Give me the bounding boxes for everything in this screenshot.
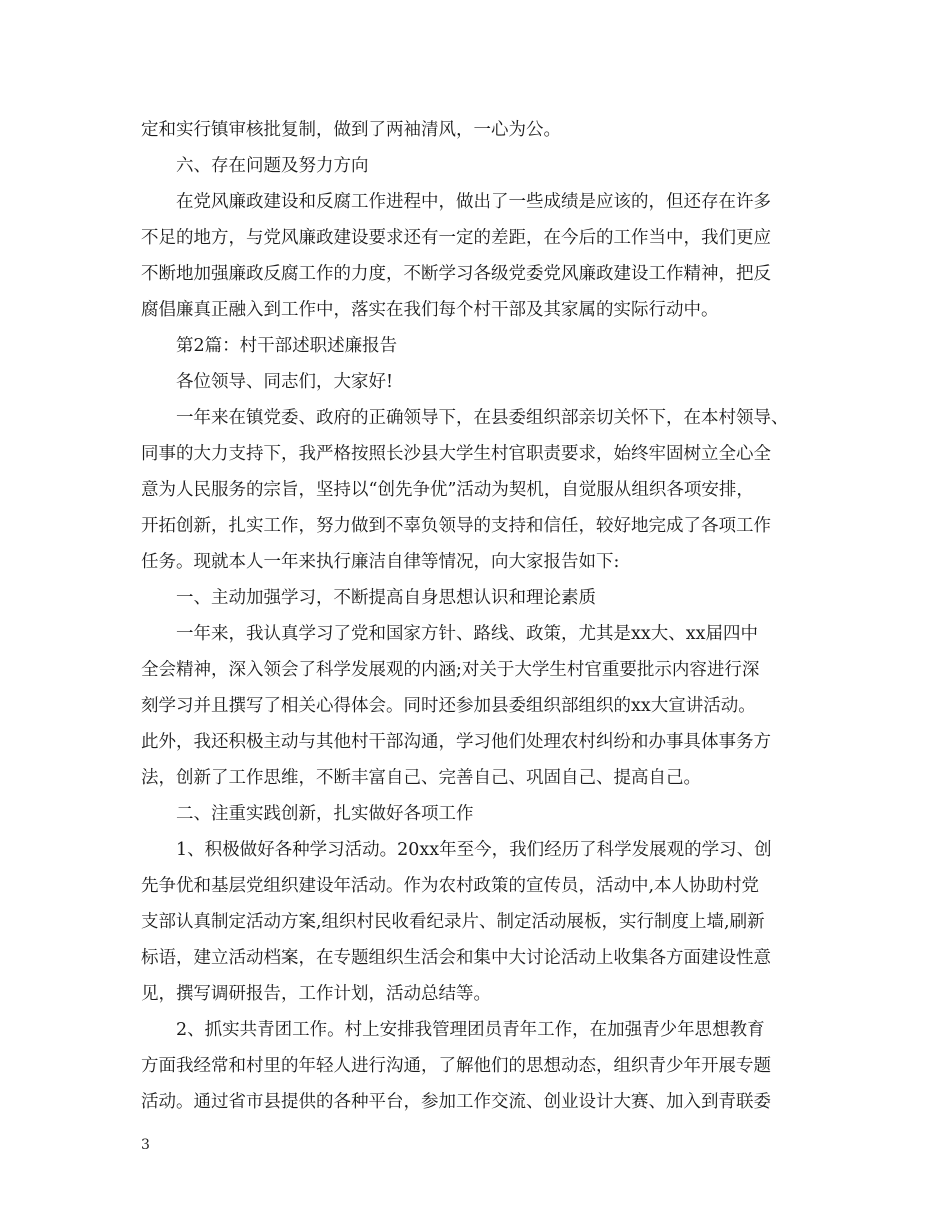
text-line: 2、抓实共青团工作。村上安排我管理团员青年工作，在加强青少年思想教育 <box>176 1020 765 1040</box>
text-line: 先争优和基层党组织建设年活动。作为农村政策的宣传员，活动中,本人协助村党 <box>141 876 760 896</box>
text-line: 任务。现就本人一年来执行廉洁自律等情况，向大家报告如下: <box>141 552 620 572</box>
text-line: 腐倡廉真正融入到工作中，落实在我们每个村干部及其家属的实际行动中。 <box>141 300 719 320</box>
text-line: 在党风廉政建设和反腐工作进程中，做出了一些成绩是应该的，但还存在许多 <box>176 192 771 212</box>
page-number: 3 <box>141 1137 150 1153</box>
text-line: 方面我经常和村里的年轻人进行沟通，了解他们的思想动态，组织青少年开展专题 <box>141 1056 771 1076</box>
text-line: 定和实行镇审核批复制，做到了两袖清风，一心为公。 <box>141 120 561 140</box>
text-line: 同事的大力支持下，我严格按照长沙县大学生村官职责要求，始终牢固树立全心全 <box>141 444 771 464</box>
text-line: 各位领导、同志们，大家好! <box>176 372 394 392</box>
text-line: 一年来，我认真学习了党和国家方针、路线、政策，尤其是xx大、xx届四中 <box>176 624 758 644</box>
text-line: 活动。通过省市县提供的各种平台，参加工作交流、创业设计大赛、加入到青联委 <box>141 1092 771 1112</box>
text-line: 不足的地方，与党风廉政建设要求还有一定的差距，在今后的工作当中，我们更应 <box>141 228 771 248</box>
text-line: 此外，我还积极主动与其他村干部沟通，学习他们处理农村纠纷和办事具体事务方 <box>141 732 771 752</box>
text-line: 不断地加强廉政反腐工作的力度，不断学习各级党委党风廉政建设工作精神，把反 <box>141 264 771 284</box>
text-line: 1、积极做好各种学习活动。20xx年至今，我们经历了科学发展观的学习、创 <box>176 840 772 860</box>
text-line: 意为人民服务的宗旨，坚持以“创先争优”活动为契机，自觉服从组织各项安排， <box>141 480 754 500</box>
text-line: 第2篇：村干部述职述廉报告 <box>176 336 398 356</box>
text-line: 刻学习并且撰写了相关心得体会。同时还参加县委组织部组织的xx大宣讲活动。 <box>141 696 756 716</box>
text-line: 一年来在镇党委、政府的正确领导下，在县委组织部亲切关怀下，在本村领导、 <box>176 408 789 428</box>
text-line: 一、主动加强学习，不断提高自身思想认识和理论素质 <box>176 588 596 608</box>
text-line: 标语，建立活动档案，在专题组织生活会和集中大讨论活动上收集各方面建设性意 <box>141 948 771 968</box>
text-line: 开拓创新，扎实工作，努力做到不辜负领导的支持和信任，较好地完成了各项工作 <box>141 516 771 536</box>
text-line: 六、存在问题及努力方向 <box>176 156 369 176</box>
text-line: 支部认真制定活动方案,组织村民收看纪录片、制定活动展板，实行制度上墙,刷新 <box>141 912 765 932</box>
text-line: 法，创新了工作思维，不断丰富自己、完善自己、巩固自己、提高自己。 <box>141 768 701 788</box>
text-line: 见，撰写调研报告，工作计划，活动总结等。 <box>141 984 491 1004</box>
text-line: 二、注重实践创新，扎实做好各项工作 <box>176 804 474 824</box>
text-line: 全会精神，深入领会了科学发展观的内涵;对关于大学生村官重要批示内容进行深 <box>141 660 760 680</box>
document-body <box>141 112 813 1120</box>
